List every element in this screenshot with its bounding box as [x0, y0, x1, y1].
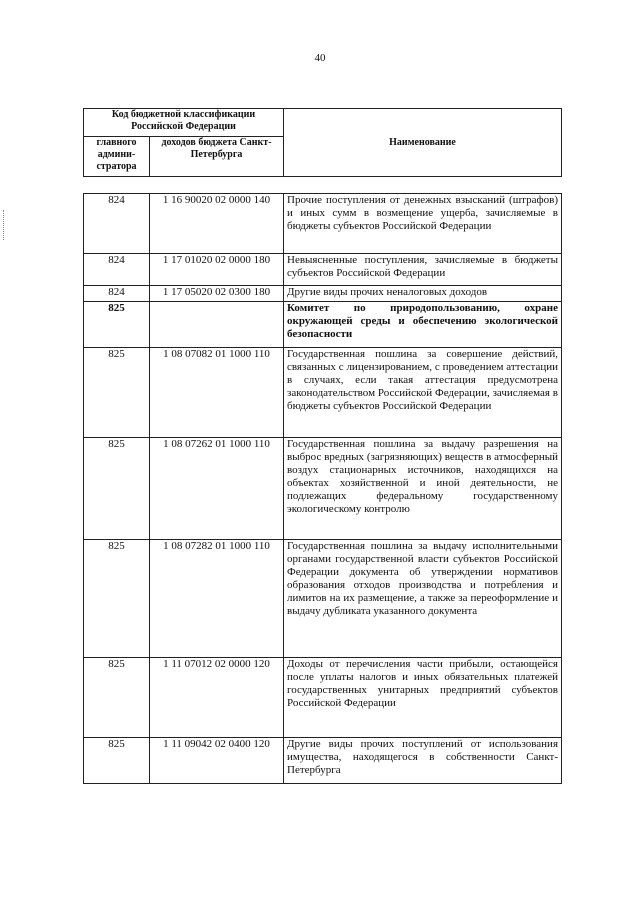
admin-code-cell: 824 [84, 194, 150, 254]
admin-code-cell: 825 [84, 302, 150, 348]
table-row [84, 194, 562, 254]
admin-code-cell: 824 [84, 286, 150, 302]
admin-code-cell: 825 [84, 738, 150, 784]
revenue-code-cell: 1 17 05020 02 0300 180 [150, 286, 284, 302]
admin-code-cell: 825 [84, 540, 150, 658]
admin-code-cell: 825 [84, 348, 150, 438]
table-row [84, 302, 562, 348]
table-header [83, 108, 562, 177]
table-row [84, 348, 562, 438]
margin-marks [3, 210, 10, 240]
page-number: 40 [314, 52, 326, 64]
admin-code-cell: 825 [84, 438, 150, 540]
name-cell: Невыясненные поступления, зачисляемые в бюджеты субъектов Российской Федерации [284, 254, 562, 286]
revenue-code-cell: 1 17 01020 02 0000 180 [150, 254, 284, 286]
table-row [84, 540, 562, 658]
revenue-code-cell: 1 08 07262 01 1000 110 [150, 438, 284, 540]
name-cell: Прочие поступления от денежных взысканий (штрафов) и иных сумм в возмещение ущерба, зачисляемые в бюджеты субъектов Российской Федерации [284, 194, 562, 254]
revenue-code-cell: 1 11 07012 02 0000 120 [150, 658, 284, 738]
revenue-code-cell [150, 302, 284, 348]
admin-code-cell: 824 [84, 254, 150, 286]
name-cell: Государственная пошлина за выдачу исполнительными органами государственной власти субъектов Российской Федерации документа об утверждении нормативов образования отходов производства и потребления и лимитов на их размещение, а также за переоформление и выдачу дубликата указанного документа [284, 540, 562, 658]
revenue-code-cell: 1 08 07082 01 1000 110 [150, 348, 284, 438]
table-row [84, 738, 562, 784]
table-row [84, 286, 562, 302]
header-admin: главного админи-стратора [84, 137, 150, 177]
header-name: Наименование [284, 109, 562, 177]
name-cell: Комитет по природопользованию, охране окружающей среды и обеспечению экологической безопасности [284, 302, 562, 348]
revenue-code-cell: 1 16 90020 02 0000 140 [150, 194, 284, 254]
name-cell: Доходы от перечисления части прибыли, остающейся после уплаты налогов и иных обязательных платежей государственных унитарных предприятий субъектов Российской Федерации [284, 658, 562, 738]
revenue-code-cell: 1 08 07282 01 1000 110 [150, 540, 284, 658]
name-cell: Государственная пошлина за выдачу разрешения на выброс вредных (загрязняющих) веществ в атмосферный воздух стационарных источников, находящихся на объектах хозяйственной и иной деятельности, не подлежащих федеральному государственному экологическому контролю [284, 438, 562, 540]
admin-code-cell: 825 [84, 658, 150, 738]
name-cell: Другие виды прочих неналоговых доходов [284, 286, 562, 302]
name-cell: Государственная пошлина за совершение действий, связанных с лицензированием, с проведением аттестации в случаях, если такая аттестация предусмотрена законодательством Российской Федерации, зачисляемая в бюджеты субъектов Российской Федерации [284, 348, 562, 438]
revenue-code-cell: 1 11 09042 02 0400 120 [150, 738, 284, 784]
name-cell: Другие виды прочих поступлений от использования имущества, находящегося в собственности Санкт-Петербурга [284, 738, 562, 784]
header-revenue: доходов бюджета Санкт-Петербурга [150, 137, 284, 177]
table-row [84, 438, 562, 540]
header-group-label: Код бюджетной классификации Российской Федерации [84, 109, 284, 137]
table-row [84, 658, 562, 738]
classification-table [83, 193, 562, 784]
table-row [84, 254, 562, 286]
